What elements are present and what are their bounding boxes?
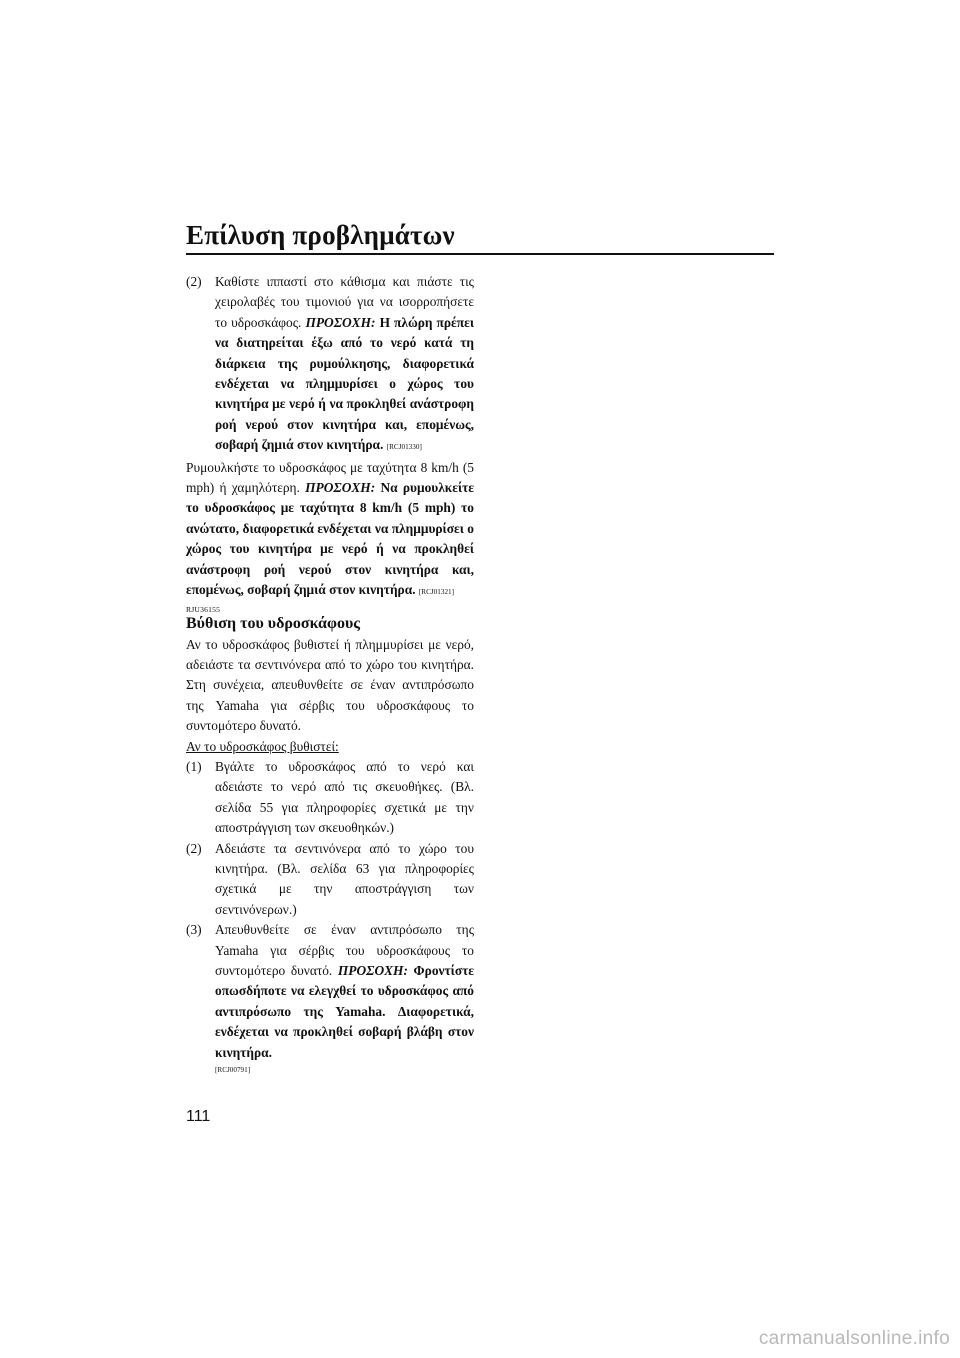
item-text: Βγάλτε το υδροσκάφος από το νερό και αδειάστε το νερό από τις σκευοθήκες. (Βλ. σελίδα 55 για πληροφορίες σχετικά με την αποστράγγιση των σκευοθηκών.) [215,758,474,836]
section-subheading: Αν το υδροσκάφος βυθιστεί: [186,738,339,754]
caution-label: ΠΡΟΣΟΧΗ: [305,314,376,330]
caution-text: Η πλώρη πρέπει να διατηρείται έξω από το νερό κατά τη διάρκεια της ρυμούλκησης, διαφορετικά ενδέχεται να πλημμυρίσει ο χώρος του κινητήρα με νερό ή να προκληθεί ανάστροφη ροή νερού στον κινητήρα και, επομένως, σοβαρή ζημιά στον κινητήρα. [215,314,474,453]
list-item-3 [186,920,474,1063]
list-item-2 [186,839,474,921]
item-number: (2) [186,274,202,289]
page-title: Επίλυση προβλημάτων [186,220,455,250]
reference-code: [RCJ01321] [418,588,455,597]
tow-text: Ρυμουλκήστε το υδροσκάφος με ταχύτητα 8 km/h (5 mph) ή χαμηλότερη. [186,459,474,496]
page-header [186,220,774,255]
caution-text: Φροντίστε οπωσδήποτε να ελεγχθεί το υδροσκάφος από αντιπρόσωπο της Yamaha. Διαφορετικά, ενδέχεται να προκληθεί σοβαρή βλάβη στον κινητήρα. [215,963,474,1060]
main-column [186,272,474,1077]
tow-paragraph [186,458,474,603]
list-item-flood-2 [186,272,474,458]
section-code: RJU36155 [186,604,221,614]
reference-code: [RCJ00791] [215,1066,251,1075]
item-number: (3) [186,922,202,938]
section-intro: Αν το υδροσκάφος βυθιστεί ή πλημμυρίσει με νερό, αδειάστε τα σεντινόνερα από το χώρο του κινητήρα. Στη συνέχεια, απευθυνθείτε σε έναν αντιπρόσωπο της Yamaha για σέρβις του υδροσκάφους το συντομότερο δυνατό. [186,636,474,734]
item-number: (1) [186,758,202,774]
page-number: 111 [186,1108,211,1125]
item-number: (2) [186,840,202,856]
reference-code: [RCJ01330] [386,443,422,452]
item-text: Απευθυνθείτε σε έναν αντιπρόσωπο της Yamaha για σέρβις του υδροσκάφους το συντομότερο δυνατό. [215,922,474,978]
caution-label: ΠΡΟΣΟΧΗ: [337,963,408,978]
section-heading: Βύθιση του υδροσκάφους [186,614,361,632]
caution-text: Να ρυμουλκείτε το υδροσκάφος με ταχύτητα 8 km/h (5 mph) το ανώτατο, διαφορετικά ενδέχεται να πλημμυρίσει ο χώρος του κινητήρα με νερό ή να προκληθεί ανάστροφη ροή νερού στον κινητήρα και, επομένως, σοβαρή ζημιά στον κινητήρα. [186,480,474,598]
item-text: Αδειάστε τα σεντινόνερα από το χώρο του κινητήρα. (Βλ. σελίδα 63 για πληροφορίες σχετικά με την αποστράγγιση των σεντινόνερων.) [215,840,474,917]
list-item-1 [186,757,474,839]
item-text: Καθίστε ιππαστί στο κάθισμα και πιάστε τις χειρολαβές του τιμονιού για να ισορροπήσετε το υδροσκάφος. [215,274,474,330]
watermark: carmanualsonline.info [758,1328,950,1349]
caution-label: ΠΡΟΣΟΧΗ: [305,480,376,496]
